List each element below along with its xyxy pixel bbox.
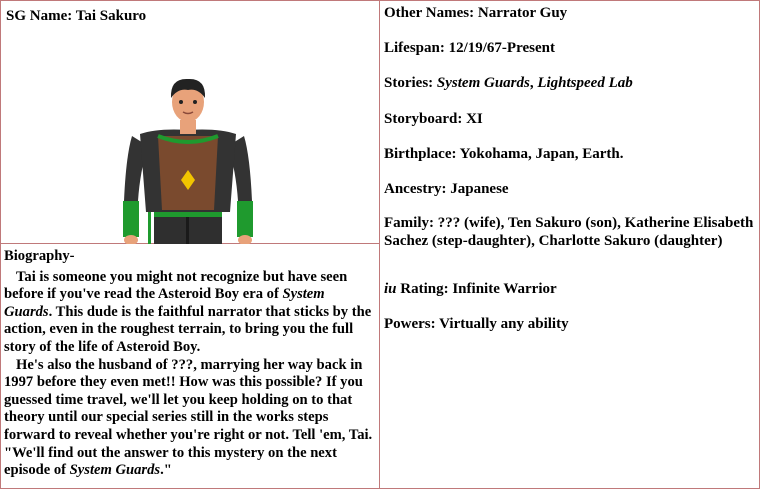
iu-rating	[384, 280, 754, 298]
lifespan: Lifespan: 12/19/67-Present	[384, 40, 555, 56]
bio-emphasis: System Guards	[4, 286, 325, 320]
bio-text: . This dude is the faithful narrator that sticks by the action, even in the roughest terrain, to bring you the full story of the life of Asteroid Boy.	[4, 303, 372, 355]
stories-label: Stories:	[384, 75, 437, 91]
bio-emphasis: System Guards	[69, 462, 161, 479]
sg-name: SG Name: Tai Sakuro	[6, 8, 147, 24]
bio-text: Tai is someone you might not recognize but have seen before if you've read the Asteroid Boy era of	[4, 268, 348, 303]
birthplace: Birthplace: Yokohama, Japan, Earth.	[384, 146, 624, 162]
rating-label: iu	[384, 281, 397, 297]
column-divider	[379, 0, 380, 489]
biography-paragraph-2	[4, 357, 376, 480]
powers: Powers: Virtually any ability	[384, 316, 569, 332]
stories-separator: ,	[529, 75, 538, 91]
bio-text: He's also the husband of ???, marrying her way back in 1997 before they even met!! How was this possible? If you guessed time travel, we'll let you keep holding on to that theory until our special series still in the works steps forward to reveal whether you're right or not. Tell 'em, Tai. "We'll find out the answer to this mystery on the next episode of	[4, 356, 373, 479]
ancestry: Ancestry: Japanese	[384, 181, 509, 197]
bio-text: ."	[160, 462, 172, 479]
other-names: Other Names: Narrator Guy	[384, 5, 568, 21]
storyboard: Storyboard: XI	[384, 111, 483, 127]
story-title: Lightspeed Lab	[537, 75, 633, 91]
character-portrait	[118, 76, 258, 244]
biography-heading: Biography-	[4, 248, 75, 264]
biography	[4, 248, 376, 480]
family: Family: ??? (wife), Ten Sakuro (son), Katherine Elisabeth Sachez (step-daughter), Charlotte Sakuro (daughter)	[384, 215, 754, 249]
biography-paragraph-1	[4, 269, 376, 357]
story-title: System Guards	[436, 75, 530, 91]
rating-value: Rating: Infinite Warrior	[396, 281, 557, 297]
stories	[384, 74, 754, 92]
